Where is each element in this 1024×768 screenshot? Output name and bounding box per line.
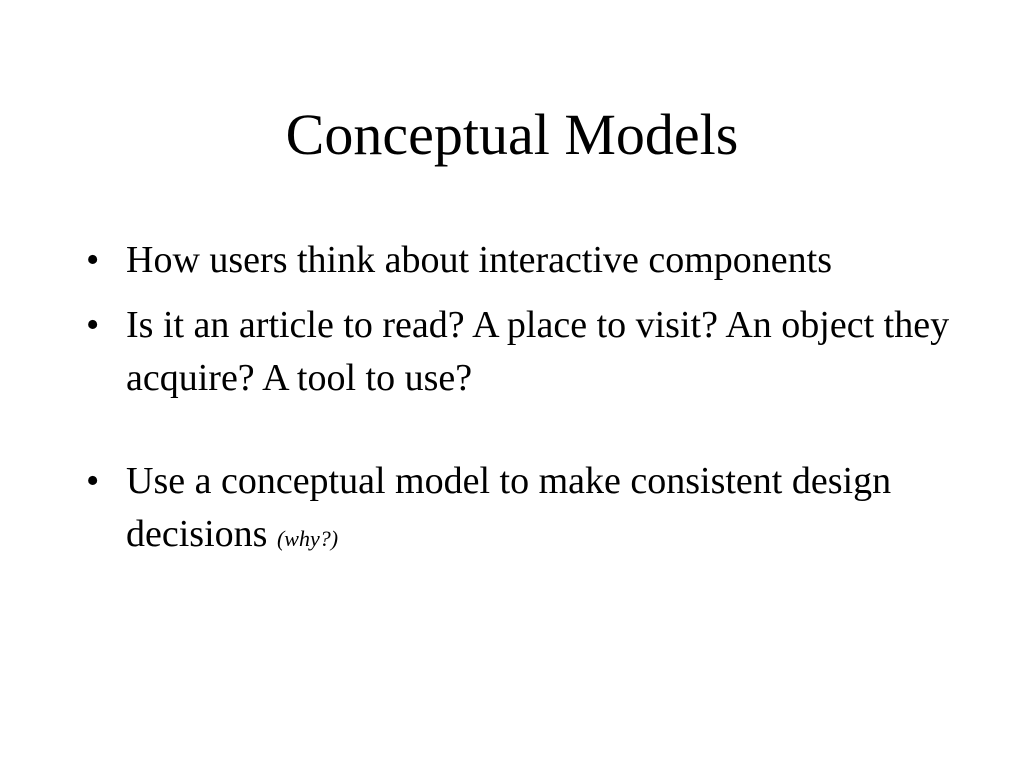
bullet-text: How users think about interactive components — [126, 239, 833, 281]
bullet-marker-icon: • — [86, 304, 100, 346]
bullet-marker-icon: • — [86, 460, 100, 502]
bullet-text: Is it an article to read? A place to visit? An object they acquire? A tool to use? — [126, 304, 950, 399]
bullet-marker-icon: • — [86, 239, 100, 281]
bullet-item — [86, 455, 966, 565]
bullet-aside: (why?) — [276, 526, 339, 551]
bullet-list — [86, 234, 966, 577]
slide-title: Conceptual Models — [285, 102, 739, 167]
bullet-item — [86, 234, 966, 287]
bullet-item — [86, 299, 966, 405]
bullet-text: Use a conceptual model to make consistent design decisions — [126, 460, 892, 555]
